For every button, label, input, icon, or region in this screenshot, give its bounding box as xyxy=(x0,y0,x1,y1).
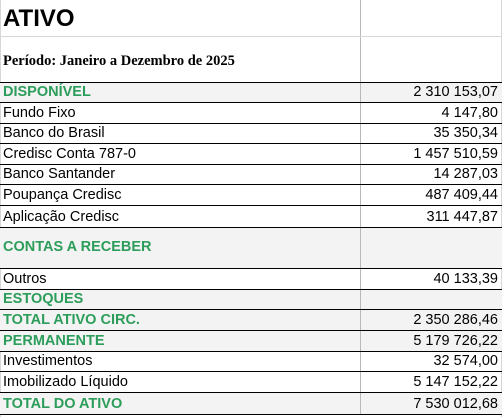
amount: 311 447,87 xyxy=(426,209,498,225)
amount: 32 574,00 xyxy=(433,353,498,369)
label-cell[interactable] xyxy=(0,290,361,309)
period-value-cell[interactable] xyxy=(361,37,502,82)
value-cell[interactable] xyxy=(361,124,502,143)
row-fundo-fixo xyxy=(0,103,502,124)
account-label: Banco do Brasil xyxy=(3,125,105,141)
title-row xyxy=(0,0,502,37)
label-cell[interactable] xyxy=(0,83,361,102)
label-cell[interactable] xyxy=(0,124,361,143)
period-label: Período: Janeiro a Dezembro de 2025 xyxy=(3,53,235,69)
row-banco-do-brasil xyxy=(0,124,502,144)
label-cell[interactable] xyxy=(0,165,361,184)
amount: 5 147 152,22 xyxy=(413,374,498,390)
value-cell[interactable] xyxy=(361,144,502,164)
row-disponivel xyxy=(0,83,502,103)
label-cell[interactable] xyxy=(0,310,361,330)
amount: 7 530 012,68 xyxy=(413,396,498,412)
account-label: Imobilizado Líquido xyxy=(3,374,128,390)
account-label: Aplicação Credisc xyxy=(3,209,120,225)
row-credisc-conta xyxy=(0,144,502,165)
label-cell[interactable] xyxy=(0,352,361,371)
row-permanente xyxy=(0,331,502,352)
label-cell[interactable] xyxy=(0,103,361,123)
amount: 4 147,80 xyxy=(441,105,498,121)
label-cell[interactable] xyxy=(0,269,361,289)
label-cell[interactable] xyxy=(0,228,361,268)
label-cell[interactable] xyxy=(0,393,361,414)
account-label: Banco Santander xyxy=(3,166,116,182)
value-cell[interactable] xyxy=(361,310,502,330)
period-cell[interactable] xyxy=(0,37,361,82)
amount: 14 287,03 xyxy=(433,166,498,182)
value-cell[interactable] xyxy=(361,331,502,351)
page-title: ATIVO xyxy=(3,5,75,32)
amount: 2 350 286,46 xyxy=(413,312,498,328)
amount: 35 350,34 xyxy=(433,125,498,141)
row-investimentos xyxy=(0,352,502,372)
value-cell[interactable] xyxy=(361,103,502,123)
account-label: Investimentos xyxy=(3,353,93,369)
value-cell[interactable] xyxy=(361,372,502,392)
row-estoques xyxy=(0,290,502,310)
section-label: PERMANENTE xyxy=(3,333,105,349)
row-contas-a-receber xyxy=(0,227,502,269)
row-total-ativo-circ xyxy=(0,310,502,331)
row-imobilizado-liquido xyxy=(0,372,502,393)
account-label: Poupança Credisc xyxy=(3,187,122,203)
row-total-do-ativo xyxy=(0,393,502,415)
account-label: Outros xyxy=(3,271,47,287)
value-cell[interactable] xyxy=(361,206,502,227)
amount: 487 409,44 xyxy=(425,187,498,203)
value-cell[interactable] xyxy=(361,185,502,205)
row-banco-santander xyxy=(0,165,502,185)
value-cell[interactable] xyxy=(361,352,502,371)
period-row xyxy=(0,37,502,83)
row-outros xyxy=(0,269,502,290)
amount: 2 310 153,07 xyxy=(413,84,498,100)
value-cell[interactable] xyxy=(361,290,502,309)
label-cell[interactable] xyxy=(0,206,361,227)
label-cell[interactable] xyxy=(0,185,361,205)
section-label: DISPONÍVEL xyxy=(3,84,91,100)
section-label: ESTOQUES xyxy=(3,291,84,307)
value-cell[interactable] xyxy=(361,393,502,414)
amount: 40 133,39 xyxy=(433,271,498,287)
account-label: Credisc Conta 787-0 xyxy=(3,146,136,162)
title-value-cell[interactable] xyxy=(361,0,502,36)
amount: 1 457 510,59 xyxy=(413,146,498,162)
label-cell[interactable] xyxy=(0,372,361,392)
label-cell[interactable] xyxy=(0,144,361,164)
value-cell[interactable] xyxy=(361,228,502,268)
account-label: Fundo Fixo xyxy=(3,105,76,121)
row-aplicacao-credisc xyxy=(0,206,502,227)
label-cell[interactable] xyxy=(0,331,361,351)
value-cell[interactable] xyxy=(361,165,502,184)
row-poupanca-credisc xyxy=(0,185,502,206)
value-cell[interactable] xyxy=(361,269,502,289)
value-cell[interactable] xyxy=(361,83,502,102)
title-cell[interactable] xyxy=(0,0,361,36)
section-label: CONTAS A RECEBER xyxy=(3,239,152,255)
section-label: TOTAL DO ATIVO xyxy=(3,396,123,412)
section-label: TOTAL ATIVO CIRC. xyxy=(3,312,140,328)
amount: 5 179 726,22 xyxy=(413,333,498,349)
